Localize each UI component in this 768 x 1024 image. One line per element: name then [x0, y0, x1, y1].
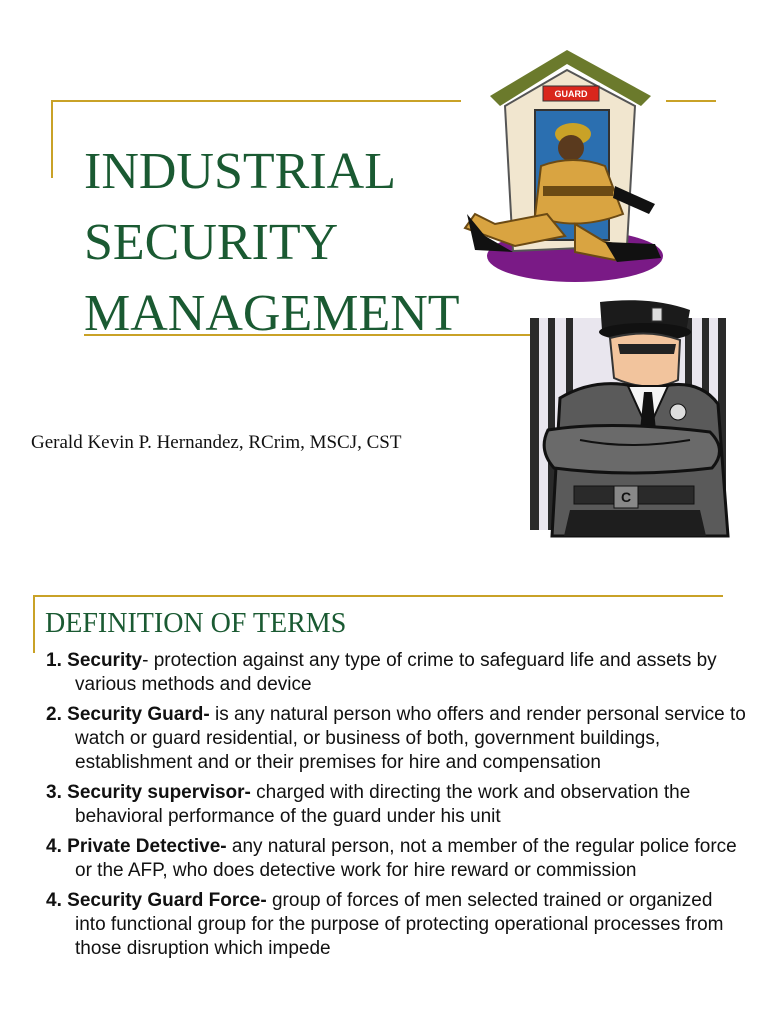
slide-title: DEFINITION OF TERMS — [45, 608, 347, 639]
security-officer-clipart — [530, 300, 730, 538]
term-number: 4. — [46, 890, 62, 911]
term-name: Security Guard- — [67, 704, 210, 725]
term-item — [46, 889, 746, 961]
term-item — [46, 781, 746, 829]
term-name: Security Guard Force- — [67, 890, 267, 911]
accent-line-top-right — [666, 100, 716, 102]
title-line-2: SECURITY — [84, 214, 339, 271]
term-number: 2. — [46, 704, 62, 725]
author-credit: Gerald Kevin P. Hernandez, RCrim, MSCJ, CST — [31, 432, 402, 453]
svg-text:C: C — [620, 489, 632, 505]
guard-house-clipart — [455, 46, 670, 286]
term-definition: any natural person, not a member of the regular police force or the AFP, who does detective work for hire reward or commission — [75, 836, 737, 881]
term-definition: - protection against any type of crime to safeguard life and assets by various methods and device — [75, 650, 717, 695]
term-definition: charged with directing the work and observation the behavioral performance of the guard under his unit — [75, 782, 691, 827]
term-name: Security — [67, 650, 143, 671]
definitions-slide — [0, 560, 768, 1024]
title-line-3: MANAGEMENT — [84, 285, 460, 342]
accent-line-left — [51, 100, 53, 178]
accent-line-left — [33, 595, 35, 653]
term-name: Security supervisor- — [67, 782, 251, 803]
term-number: 4. — [46, 836, 62, 857]
accent-line-top — [33, 595, 723, 597]
term-number: 1. — [46, 650, 62, 671]
term-item — [46, 835, 746, 883]
term-definition: group of forces of men selected trained or organized into functional group for the purpose of protecting operational processes from those disruption which impede — [75, 890, 724, 959]
guard-sign-text: GUARD — [554, 89, 588, 99]
term-definition: is any natural person who offers and render personal service to watch or guard residential, or business of both, government buildings, establishment and or their premises for hire and compensation — [75, 704, 746, 773]
definitions-list — [46, 649, 746, 967]
term-item — [46, 649, 746, 697]
title-line-1: INDUSTRIAL — [84, 143, 396, 200]
accent-line-top — [51, 100, 461, 102]
term-number: 3. — [46, 782, 62, 803]
term-name: Private Detective- — [67, 836, 227, 857]
term-item — [46, 703, 746, 775]
